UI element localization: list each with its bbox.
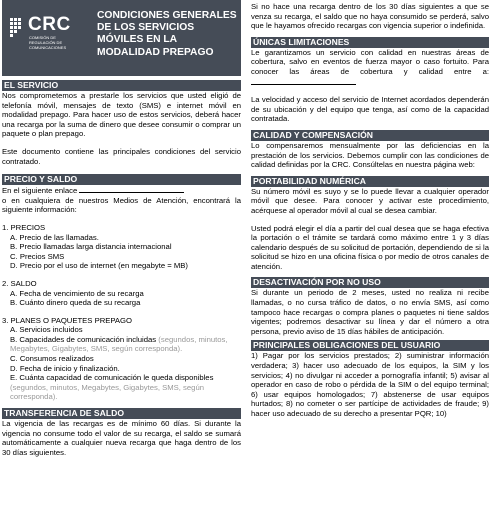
left-column bbox=[2, 0, 241, 457]
list-item: C. Consumos realizados bbox=[10, 354, 94, 364]
section-heading-precio-saldo: PRECIO Y SALDO bbox=[2, 174, 241, 185]
logo-subtext: COMISIÓN DE REGULACIÓN DE COMUNICACIONES bbox=[29, 35, 67, 50]
transferencia-paragraph-2: Si no hace una recarga dentro de los 30 días siguientes a que se venza su recarga, el saldo que no haya consumido se perderá, salvo que le hayamos ofrecido recargas con vigencia superior o indefinida. bbox=[251, 2, 489, 31]
obligaciones-paragraph: 1) Pagar por los servicios prestados; 2) suministrar información verdadera; 3) hacer uso adecuado de los equipos, la SIM y los servicios; 4) no divulgar ni acceder a pornografía infantil; 5) avisar al operador en caso de robo o pérdida de la SIM o del equipo terminal; 6) usar equipos homologados; 7) abstenerse de usar equipos hurtados; 8) no cometer o ser partícipe de actividades de fraude; 9) hacer uso adecuado de su derecho a presentar PQR; 10) bbox=[251, 351, 489, 418]
precios-title: 1. PRECIOS bbox=[2, 222, 46, 232]
desactivacion-paragraph: Si durante un periodo de 2 meses, usted no realiza ni recibe llamadas, o no cursa tráfico de datos, o no envía SMS, así como tampoco hace recargas o compra planes o paquetes ni tiene saldos vigentes; podremos desactivar su línea y dar el número a otra persona, previo aviso de 15 días hábiles de anticipación. bbox=[251, 288, 489, 336]
list-item: A. Servicios incluidos bbox=[10, 325, 83, 335]
list-item: A. Precio de las llamadas. bbox=[10, 232, 99, 242]
precio-intro-text: En el siguiente enlace bbox=[2, 186, 80, 196]
limitaciones-text: Le garantizamos un servicio con calidad en nuestras áreas de cobertura, salvo en eventos de fuerza mayor o caso fortuito. Para conocer las áreas de cobertura y calidad entre a: bbox=[251, 47, 489, 76]
list-item: D. Fecha de inicio y finalización. bbox=[10, 363, 120, 373]
planes-list bbox=[2, 316, 241, 402]
saldo-list bbox=[2, 279, 241, 308]
logo-text: CRC bbox=[28, 14, 71, 35]
section-heading-limitaciones: ÚNICAS LIMITACIONES bbox=[251, 37, 489, 48]
el-servicio-paragraph-2: Este documento contiene las principales condiciones del servicio contratado. bbox=[2, 146, 241, 166]
section-heading-transferencia: TRANSFERENCIA DE SALDO bbox=[2, 408, 241, 419]
saldo-title: 2. SALDO bbox=[2, 278, 37, 288]
list-item: A. Fecha de vencimiento de su recarga bbox=[10, 288, 144, 298]
list-item-note: (segundos, minutos, Megabytes, Gigabytes, SMS, según corresponda). bbox=[10, 382, 204, 402]
portabilidad-paragraph-1: Su número móvil es suyo y se lo puede llevar a cualquier operador móvil que desee. Para conocer y activar este procedimiento, acérquese al operador móvil al cual se desea cambiar. bbox=[251, 186, 489, 215]
precio-intro-2: o en cualquiera de nuestros Medios de Atención, encontrará la siguiente información: bbox=[2, 195, 241, 215]
document-header bbox=[2, 0, 241, 76]
section-heading-portabilidad: PORTABILIDAD NUMÉRICA bbox=[251, 176, 489, 187]
limitaciones-paragraph-1 bbox=[251, 48, 489, 87]
el-servicio-paragraph-1: Nos comprometemos a prestarle los servicios que usted eligió de telefonía móvil, mensajes de texto (SMS) e internet móvil en modalidad prepago. Para hacer uso de estos servicios, deberá hacer una recarga por la suma de dinero que desee consumir o comprar un paquete o plan prepago. bbox=[2, 91, 241, 139]
list-item: D. Precio por el uso de internet (en megabyte = MB) bbox=[10, 261, 188, 271]
planes-title: 3. PLANES O PAQUETES PREPAGO bbox=[2, 315, 133, 325]
list-item-note: (segundos, minutos, Megabytes, Gigabytes, SMS, según corresponda). bbox=[10, 334, 228, 354]
list-item bbox=[2, 335, 241, 354]
list-item-text: B. Capacidades de comunicación incluidas bbox=[10, 334, 159, 344]
list-item-text: E. Cuánta capacidad de comunicación le queda disponibles bbox=[10, 373, 214, 383]
portabilidad-paragraph-2: Usted podrá elegir el día a partir del cual desea que se haga efectiva la portación o el trámite se tardará como máximo entre 1 y 3 días calendario después de su solicitud de portación, dependiendo de si la solicitud se hizo en una oficina física o por medio de otros canales de atención. bbox=[251, 223, 489, 271]
list-item: B. Precio llamadas larga distancia internacional bbox=[10, 242, 172, 252]
document-title: CONDICIONES GENERALES DE LOS SERVICIOS MÓVILES EN LA MODALIDAD PREPAGO bbox=[97, 10, 237, 58]
right-column bbox=[251, 0, 489, 419]
precio-intro bbox=[2, 185, 241, 196]
link-blank-line bbox=[79, 185, 184, 193]
precios-list bbox=[2, 223, 241, 271]
list-item: B. Cuánto dinero queda de su recarga bbox=[10, 298, 141, 308]
link-blank-line bbox=[251, 77, 356, 85]
section-heading-desactivacion: DESACTIVACIÓN POR NO USO bbox=[251, 277, 489, 288]
limitaciones-paragraph-2: La velocidad y acceso del servicio de Internet acordados dependerán de su ubicación y del equipo que tenga, así como de la capacidad contratada. bbox=[251, 95, 489, 124]
section-heading-calidad: CALIDAD Y COMPENSACIÓN bbox=[251, 130, 489, 141]
list-item bbox=[2, 373, 241, 402]
calidad-paragraph: Lo compensaremos mensualmente por las deficiencias en la prestación de los servicios. Debemos cumplir con las condiciones de calidad definidas por la CRC. Consúltelas en nuestra página web: bbox=[251, 140, 489, 170]
transferencia-paragraph-1: La vigencia de las recargas es de mínimo 60 días. Si durante la vigencia no consume todo el valor de su recarga, el saldo se sumará automáticamente a cualquier nueva recarga que haga dentro de los 30 días siguientes. bbox=[2, 419, 241, 457]
section-heading-el-servicio: EL SERVICIO bbox=[2, 80, 241, 91]
section-heading-obligaciones: PRINCIPALES OBLIGACIONES DEL USUARIO bbox=[251, 340, 489, 351]
list-item: C. Precios SMS bbox=[10, 251, 65, 261]
